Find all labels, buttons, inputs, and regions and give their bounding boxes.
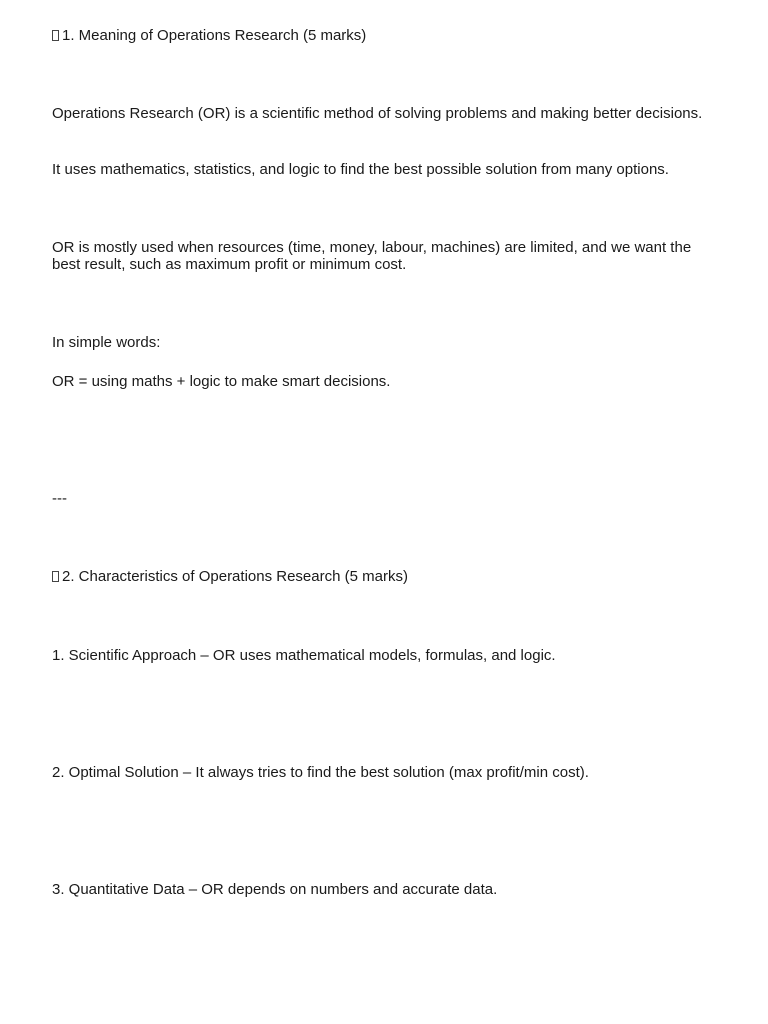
simple-words-text: OR = using maths + logic to make smart decisions. [52,373,391,390]
list-item: 2. Optimal Solution – It always tries to find the best solution (max profit/min cost). [52,764,589,781]
section1-paragraph-2: It uses mathematics, statistics, and logic to find the best possible solution from many options. [52,161,669,178]
section1-heading-text: 1. Meaning of Operations Research (5 marks) [62,27,367,44]
section1-paragraph-1: Operations Research (OR) is a scientific method of solving problems and making better decisions. [52,105,703,122]
separator: --- [52,490,67,507]
missing-glyph-icon [52,30,59,41]
section1-heading [52,27,716,44]
simple-words-label: In simple words: [52,334,161,351]
list-item: 3. Quantitative Data – OR depends on numbers and accurate data. [52,881,498,898]
list-item: 1. Scientific Approach – OR uses mathematical models, formulas, and logic. [52,647,556,664]
missing-glyph-icon [52,571,59,582]
section2-heading [52,568,716,585]
section2-heading-text: 2. Characteristics of Operations Research (5 marks) [62,568,408,585]
section1-paragraph-3: OR is mostly used when resources (time, money, labour, machines) are limited, and we want the best result, such as maximum profit or minimum cost. [52,239,692,273]
